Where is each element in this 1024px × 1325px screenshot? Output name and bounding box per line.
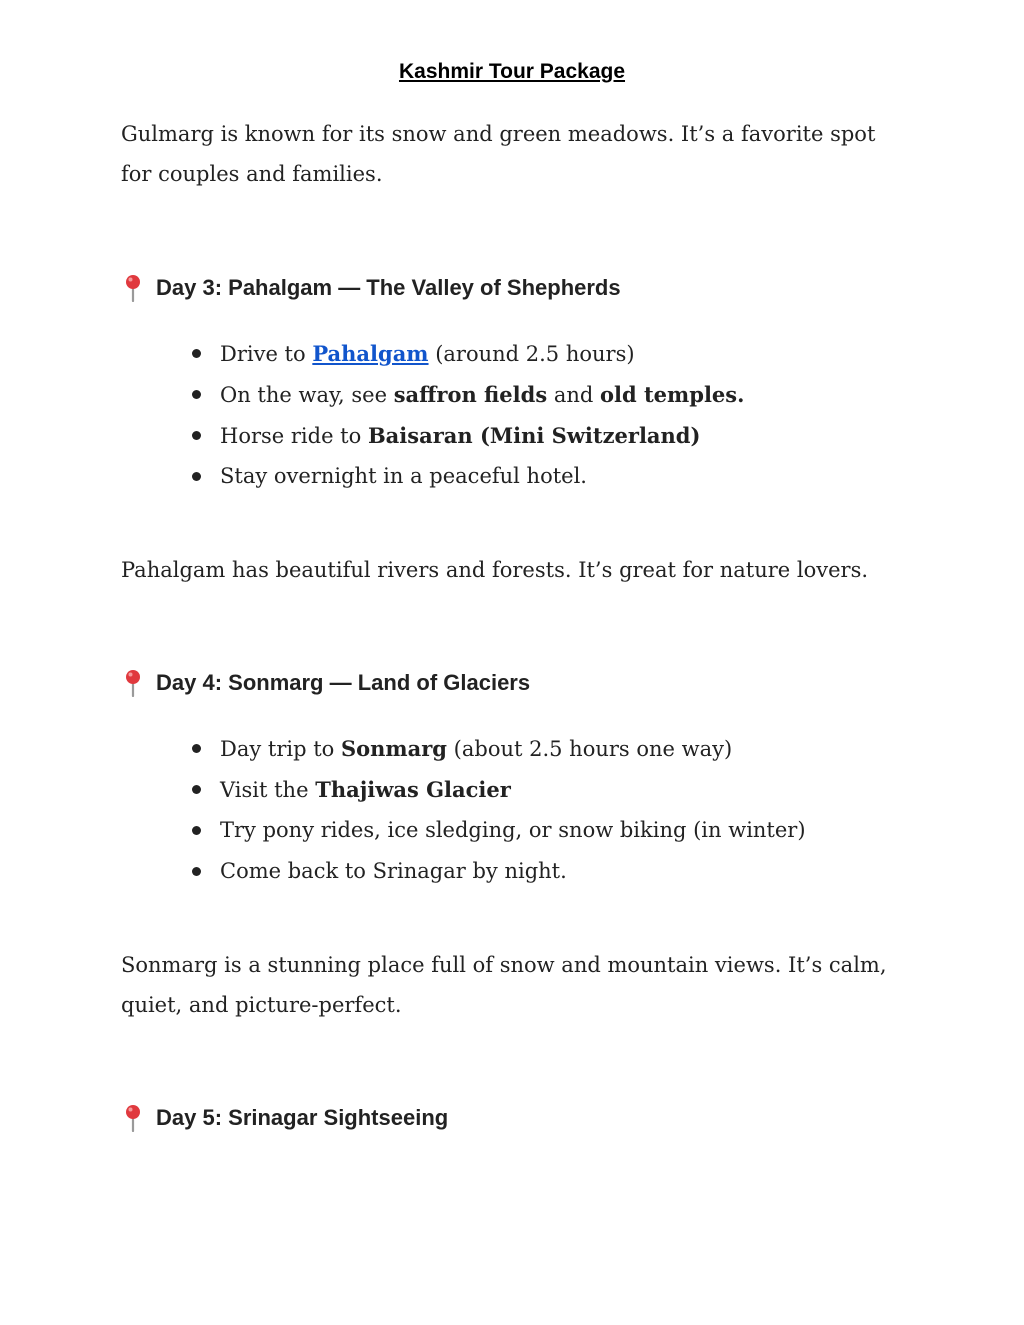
document-title: Kashmir Tour Package bbox=[398, 60, 626, 83]
list-item: Try pony rides, ice sledging, or snow biking (in winter) bbox=[190, 810, 806, 851]
day-4-summary: Sonmarg is a stunning place full of snow and mountain views. It’s calm, quiet, and picture-perfect. bbox=[121, 953, 887, 1017]
pahalgam-link[interactable]: Pahalgam bbox=[312, 341, 429, 366]
list-item: Horse ride to Baisaran (Mini Switzerland) bbox=[190, 415, 744, 456]
intro-paragraph: Gulmarg is known for its snow and green meadows. It’s a favorite spot for couples and families. bbox=[121, 122, 876, 186]
bullet-icon bbox=[192, 744, 201, 753]
list-item: Day trip to Sonmarg (about 2.5 hours one way) bbox=[190, 728, 806, 769]
day-3-summary: Pahalgam has beautiful rivers and forests. It’s great for nature lovers. bbox=[121, 558, 869, 582]
day-3-heading bbox=[121, 274, 621, 302]
round-pushpin-icon bbox=[121, 1104, 145, 1132]
day-3-list bbox=[190, 333, 744, 497]
day-4-list bbox=[190, 728, 806, 892]
bullet-icon bbox=[192, 867, 201, 876]
bullet-icon bbox=[192, 472, 201, 481]
bullet-icon bbox=[192, 826, 201, 835]
list-item: Come back to Srinagar by night. bbox=[190, 851, 806, 892]
bullet-icon bbox=[192, 785, 201, 794]
day-5-heading-text: Day 5: Srinagar Sightseeing bbox=[156, 1105, 449, 1130]
day-4-heading bbox=[121, 669, 530, 697]
list-item: Stay overnight in a peaceful hotel. bbox=[190, 456, 744, 497]
day-5-heading bbox=[121, 1104, 448, 1132]
bullet-icon bbox=[192, 349, 201, 358]
day-3-heading-text: Day 3: Pahalgam — The Valley of Shepherds bbox=[156, 275, 621, 300]
bullet-icon bbox=[192, 431, 201, 440]
day-4-heading-text: Day 4: Sonmarg — Land of Glaciers bbox=[156, 670, 531, 695]
list-item: Visit the Thajiwas Glacier bbox=[190, 769, 806, 810]
list-item: Drive to Pahalgam (around 2.5 hours) bbox=[190, 333, 744, 374]
round-pushpin-icon bbox=[121, 274, 145, 302]
list-item: On the way, see saffron fields and old temples. bbox=[190, 374, 744, 415]
round-pushpin-icon bbox=[121, 669, 145, 697]
bullet-icon bbox=[192, 390, 201, 399]
